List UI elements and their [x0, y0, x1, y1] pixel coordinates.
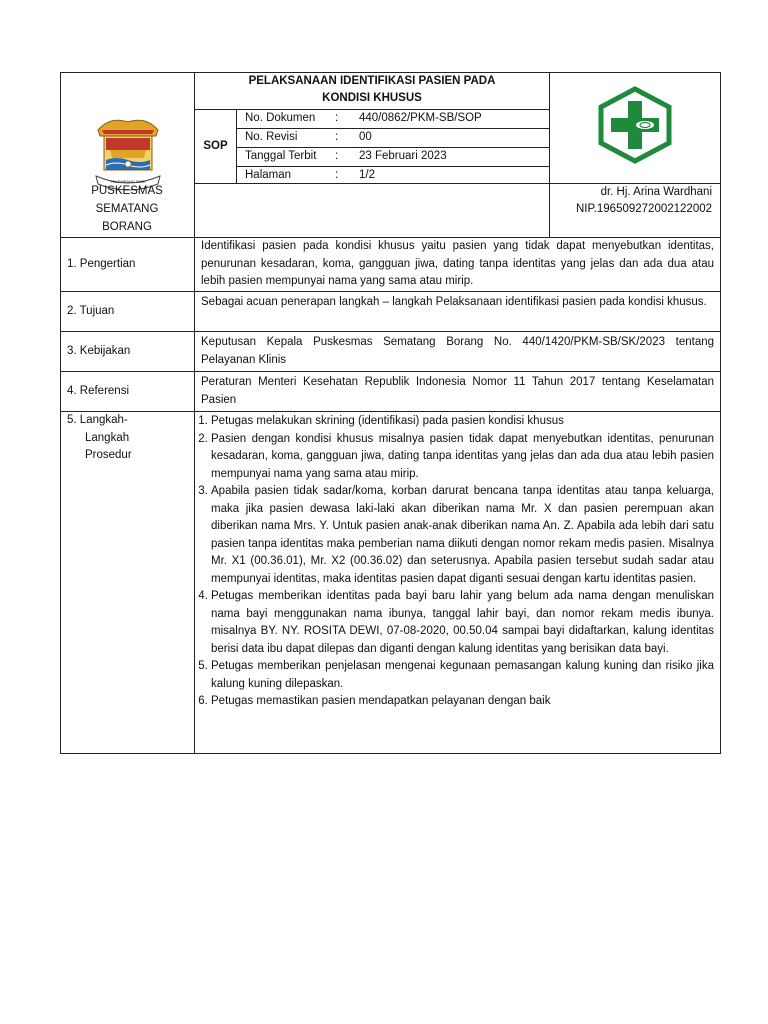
section-text-pengertian: Identifikasi pasien pada kondisi khusus yaitu pasien yang tidak dapat menyebutkan identitas, penurunan kesadaran, koma, gangguan jiwa, dating tanpa identitas yang jelas dan ada dua atau lebih pasien mempunyai nama yang sama atau mirip. [195, 238, 721, 292]
section-text-kebijakan: Keputusan Kepala Puskesmas Sematang Borang No. 440/1420/PKM-SB/SK/2023 tentang Pelayanan Klinis [195, 332, 721, 372]
step-item: 1. Petugas melakukan skrining (identifikasi) pada pasien kondisi khusus [211, 413, 714, 431]
langkah-label-line2: Langkah [85, 431, 130, 444]
step-item: 5. Petugas memberikan penjelasan mengenai kegunaan pemasangan kalung kuning dan risiko jika kalung kuning dilepaskan. [211, 658, 714, 693]
meta-label: Tanggal Terbit [245, 150, 317, 163]
meta-row-dokumen [237, 110, 549, 129]
section-label-kebijakan: 3. Kebijakan [61, 332, 195, 372]
meta-label: No. Revisi [245, 131, 298, 144]
emblem-ribbon-text: PALEMBANG BARI [109, 178, 146, 184]
sop-title [195, 73, 549, 110]
title-and-meta-cell [195, 73, 550, 184]
step-item: 6. Petugas memastikan pasien mendapatkan pelayanan dengan baik [211, 693, 714, 711]
section-label-referensi: 4. Referensi [61, 372, 195, 412]
meta-label: No. Dokumen [245, 112, 316, 125]
meta-label: Halaman [245, 169, 292, 182]
step-item: 4. Petugas memberikan identitas pada bayi baru lahir yang belum ada nama dengan menuliskan nama bayi menggunakan nama ibunya, tanggal lahir bayi, dan nomor rekam medis ibunya. misalnya BY. NY. ROSITA DEWI, 07-08-2020, 00.50.04 sampai bayi didaftarkan, kalung identitas berisi data ibu dapat dilepas dan diganti dengan kalung identitas yang berisikan data bayi. [211, 588, 714, 658]
org-name [60, 182, 194, 236]
meta-value: 00 [359, 131, 372, 144]
step-item: 2. Pasien dengan kondisi khusus misalnya pasien tidak dapat menyebutkan identitas, penurunan kesadaran, koma, gangguan jiwa, dating tanpa identitas yang jelas dan ada dua atau lebih pasien mempunyai nama yang sama atau mirip. [211, 431, 714, 484]
meta-sep: : [335, 150, 339, 163]
section-text-tujuan: Sebagai acuan penerapan langkah – langkah Pelaksanaan identifikasi pasien pada kondisi khusus. [195, 292, 721, 332]
meta-row-halaman [237, 167, 549, 185]
step-item: 3. Apabila pasien tidak sadar/koma, korban darurat bencana tanpa identitas atau tanpa keluarga, maka jika pasien dewasa laki-laki akan diberikan nama Mr. X dan pasien perempuan akan diberikan nama Mrs. Y. Untuk pasien anak-anak diberikan nama An. Z. Apabila ada lebih dari satu pasien tanpa identitas maka pemberian nama diikuti dengan nomor rekam medis pasien. Misalnya Mr. X1 (00.36.01), Mr. X2 (00.36.02) dan seterusnya. Apabila pasien tersebut sudah sadar atau mempunyai identitas, maka identitas pasien dapat diganti sesuai dengan kartu identitas pasien. [211, 483, 714, 588]
meta-row-revisi [237, 129, 549, 148]
meta-sep: : [335, 131, 339, 144]
meta-value: 23 Februari 2023 [359, 150, 447, 163]
org-line3: BORANG [102, 221, 152, 233]
sop-title-line1: PELAKSANAAN IDENTIFIKASI PASIEN PADA [248, 75, 496, 87]
signer-name: dr. Hj. Arina Wardhani [600, 186, 713, 198]
palembang-emblem-icon [90, 112, 166, 192]
blank-cell [195, 184, 550, 238]
steps-list [195, 413, 720, 711]
langkah-label-line1: 5. Langkah- [67, 414, 128, 426]
section-label-tujuan: 2. Tujuan [61, 292, 195, 332]
section-label-langkah [61, 412, 195, 754]
org-line1: PUSKESMAS [91, 185, 163, 197]
sop-document [60, 72, 720, 754]
meta-sep: : [335, 112, 339, 125]
sop-label: SOP [195, 110, 237, 183]
meta-sep: : [335, 169, 339, 182]
sop-table [60, 72, 721, 754]
meta-value: 440/0862/PKM-SB/SOP [359, 112, 482, 125]
section-steps [195, 412, 721, 754]
meta-row-tanggal [237, 148, 549, 167]
puskesmas-logo-cell [550, 73, 721, 184]
section-text-referensi: Peraturan Menteri Kesehatan Republik Indonesia Nomor 11 Tahun 2017 tentang Keselamatan Pasien [195, 372, 721, 412]
section-label-pengertian: 1. Pengertian [61, 238, 195, 292]
meta-value: 1/2 [359, 169, 375, 182]
puskesmas-logo-icon [595, 85, 675, 165]
langkah-label-line3: Prosedur [85, 449, 132, 461]
org-line2: SEMATANG [95, 203, 159, 215]
sop-title-line2: KONDISI KHUSUS [322, 92, 422, 104]
signer-cell [550, 184, 721, 238]
signer-nip: NIP.196509272002122002 [576, 203, 713, 215]
